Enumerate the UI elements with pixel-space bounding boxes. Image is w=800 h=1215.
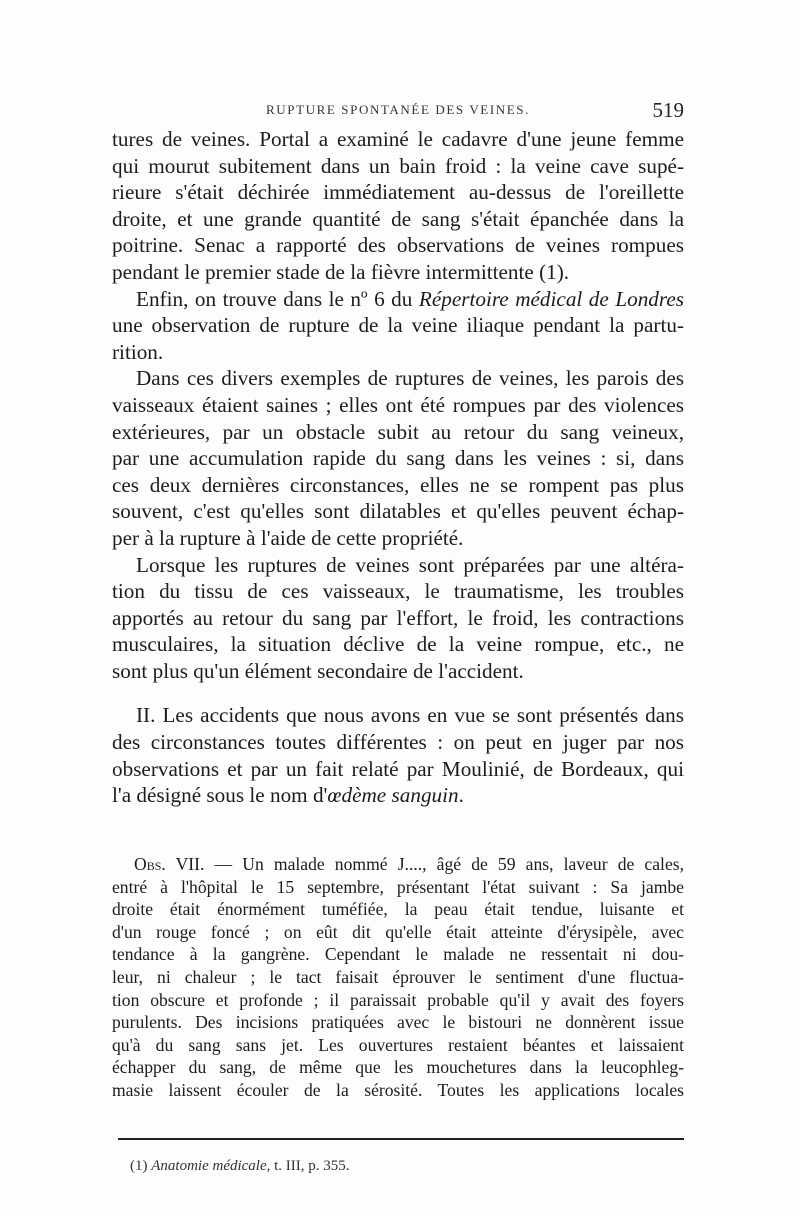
paragraph-4 (112, 552, 684, 685)
text-line: poitrine. Senac a rapporté des observations de veines rompues (112, 233, 684, 258)
running-title: RUPTURE SPONTANÉE DES VEINES. (266, 102, 530, 117)
footnote-title: Anatomie médicale (151, 1158, 267, 1174)
text-line: observations et par un fait relaté par Moulinié, de Bordeaux, qui (112, 756, 684, 781)
text-line: purulents. Des incisions pratiquées avec le bistouri ne donnèrent issue (112, 1012, 684, 1033)
text-line: rieure s'était déchirée immédiatement au-dessus de l'oreillette (112, 180, 684, 205)
text-line: qu'à du sang sans jet. Les ouvertures restaient béantes et laissaient (112, 1034, 684, 1055)
journal-title: Répertoire médical de Londres (418, 286, 684, 311)
text-line: souvent, c'est qu'elles sont dilatables et qu'elles peuvent échap- (112, 499, 684, 524)
text-segment: Enfin, on trouve dans le nº 6 du (136, 286, 419, 311)
text-line: Lorsque les ruptures de veines sont préparées par une altéra- (136, 552, 684, 577)
footnote-rule (118, 1138, 684, 1140)
text-line: droite, et une grande quantité de sang s'était épanchée dans la (112, 206, 684, 231)
page-number: 519 (652, 98, 684, 122)
text-line: apportés au retour du sang par l'effort, le froid, les contractions (112, 605, 684, 630)
footnote-marker: (1) (130, 1158, 152, 1174)
text-line: rition. (112, 339, 164, 364)
text-line: pendant le premier stade de la fièvre intermittente (1). (112, 259, 570, 284)
section-gap (112, 684, 684, 702)
text-line (112, 853, 684, 876)
text-line: leur, ni chaleur ; le tact faisait éprouver le sentiment d'une fluctua- (112, 966, 684, 987)
page-header (112, 98, 684, 122)
text-line: musculaires, la situation déclive de la veine rompue, etc., ne (112, 632, 684, 657)
observation-label: Obs. VII. (134, 854, 205, 874)
footnote (130, 1158, 350, 1175)
term-italic: œdème sanguin (327, 783, 459, 808)
text-line: tion du tissu de ces vaisseaux, le traumatisme, les troubles (112, 579, 684, 604)
paragraph-3 (112, 365, 684, 551)
text-line: par une accumulation rapide du sang dans les veines : si, dans (112, 446, 684, 471)
text-line: vaisseaux étaient saines ; elles ont été rompues par des violences (112, 392, 684, 417)
text-line: II. Les accidents que nous avons en vue se sont présentés dans (136, 703, 684, 728)
text-segment: l'a désigné sous le nom d' (112, 783, 328, 808)
main-text (112, 126, 684, 809)
observation-block (112, 853, 684, 1102)
text-segment: — Un malade nommé J...., âgé de 59 ans, laveur de cales, (204, 854, 684, 874)
text-line: Dans ces divers exemples de ruptures de veines, les parois des (136, 366, 684, 391)
paragraph-5 (112, 702, 684, 808)
text-line: une observation de rupture de la veine iliaque pendant la partu- (112, 313, 684, 338)
text-line (112, 782, 684, 809)
text-line: échapper du sang, de même que les mouchetures dans la leucophleg- (112, 1057, 684, 1078)
text-line: masie laissent écouler de la sérosité. Toutes les applications locales (112, 1079, 684, 1100)
text-line: entré à l'hôpital le 15 septembre, présentant l'état suivant : Sa jambe (112, 876, 684, 897)
text-line: per à la rupture à l'aide de cette propriété. (112, 525, 464, 550)
text-segment: . (458, 783, 464, 808)
text-line (112, 286, 684, 313)
text-line: des circonstances toutes différentes : on peut en juger par nos (112, 730, 684, 755)
text-line: tion obscure et profonde ; il paraissait probable qu'il y avait des foyers (112, 989, 684, 1010)
paragraph-1 (112, 126, 684, 286)
text-line: d'un rouge foncé ; on eût dit qu'elle était atteinte d'érysipèle, avec (112, 921, 684, 942)
text-line: tures de veines. Portal a examiné le cadavre d'une jeune femme (112, 127, 684, 151)
text-line: droite était énormément tuméfiée, la peau était tendue, luisante et (112, 899, 684, 920)
text-line: extérieures, par un obstacle subit au retour du sang veineux, (112, 419, 684, 444)
text-line: tendance à la gangrène. Cependant le malade ne ressentait ni dou- (112, 944, 684, 965)
text-line: sont plus qu'un élément secondaire de l'accident. (112, 658, 524, 683)
paragraph-2 (112, 286, 684, 366)
text-line: qui mourut subitement dans un bain froid : la veine cave supé- (112, 153, 684, 178)
text-line: ces deux dernières circonstances, elles ne se rompent pas plus (112, 472, 684, 497)
footnote-reference: , t. III, p. 355. (266, 1158, 350, 1174)
